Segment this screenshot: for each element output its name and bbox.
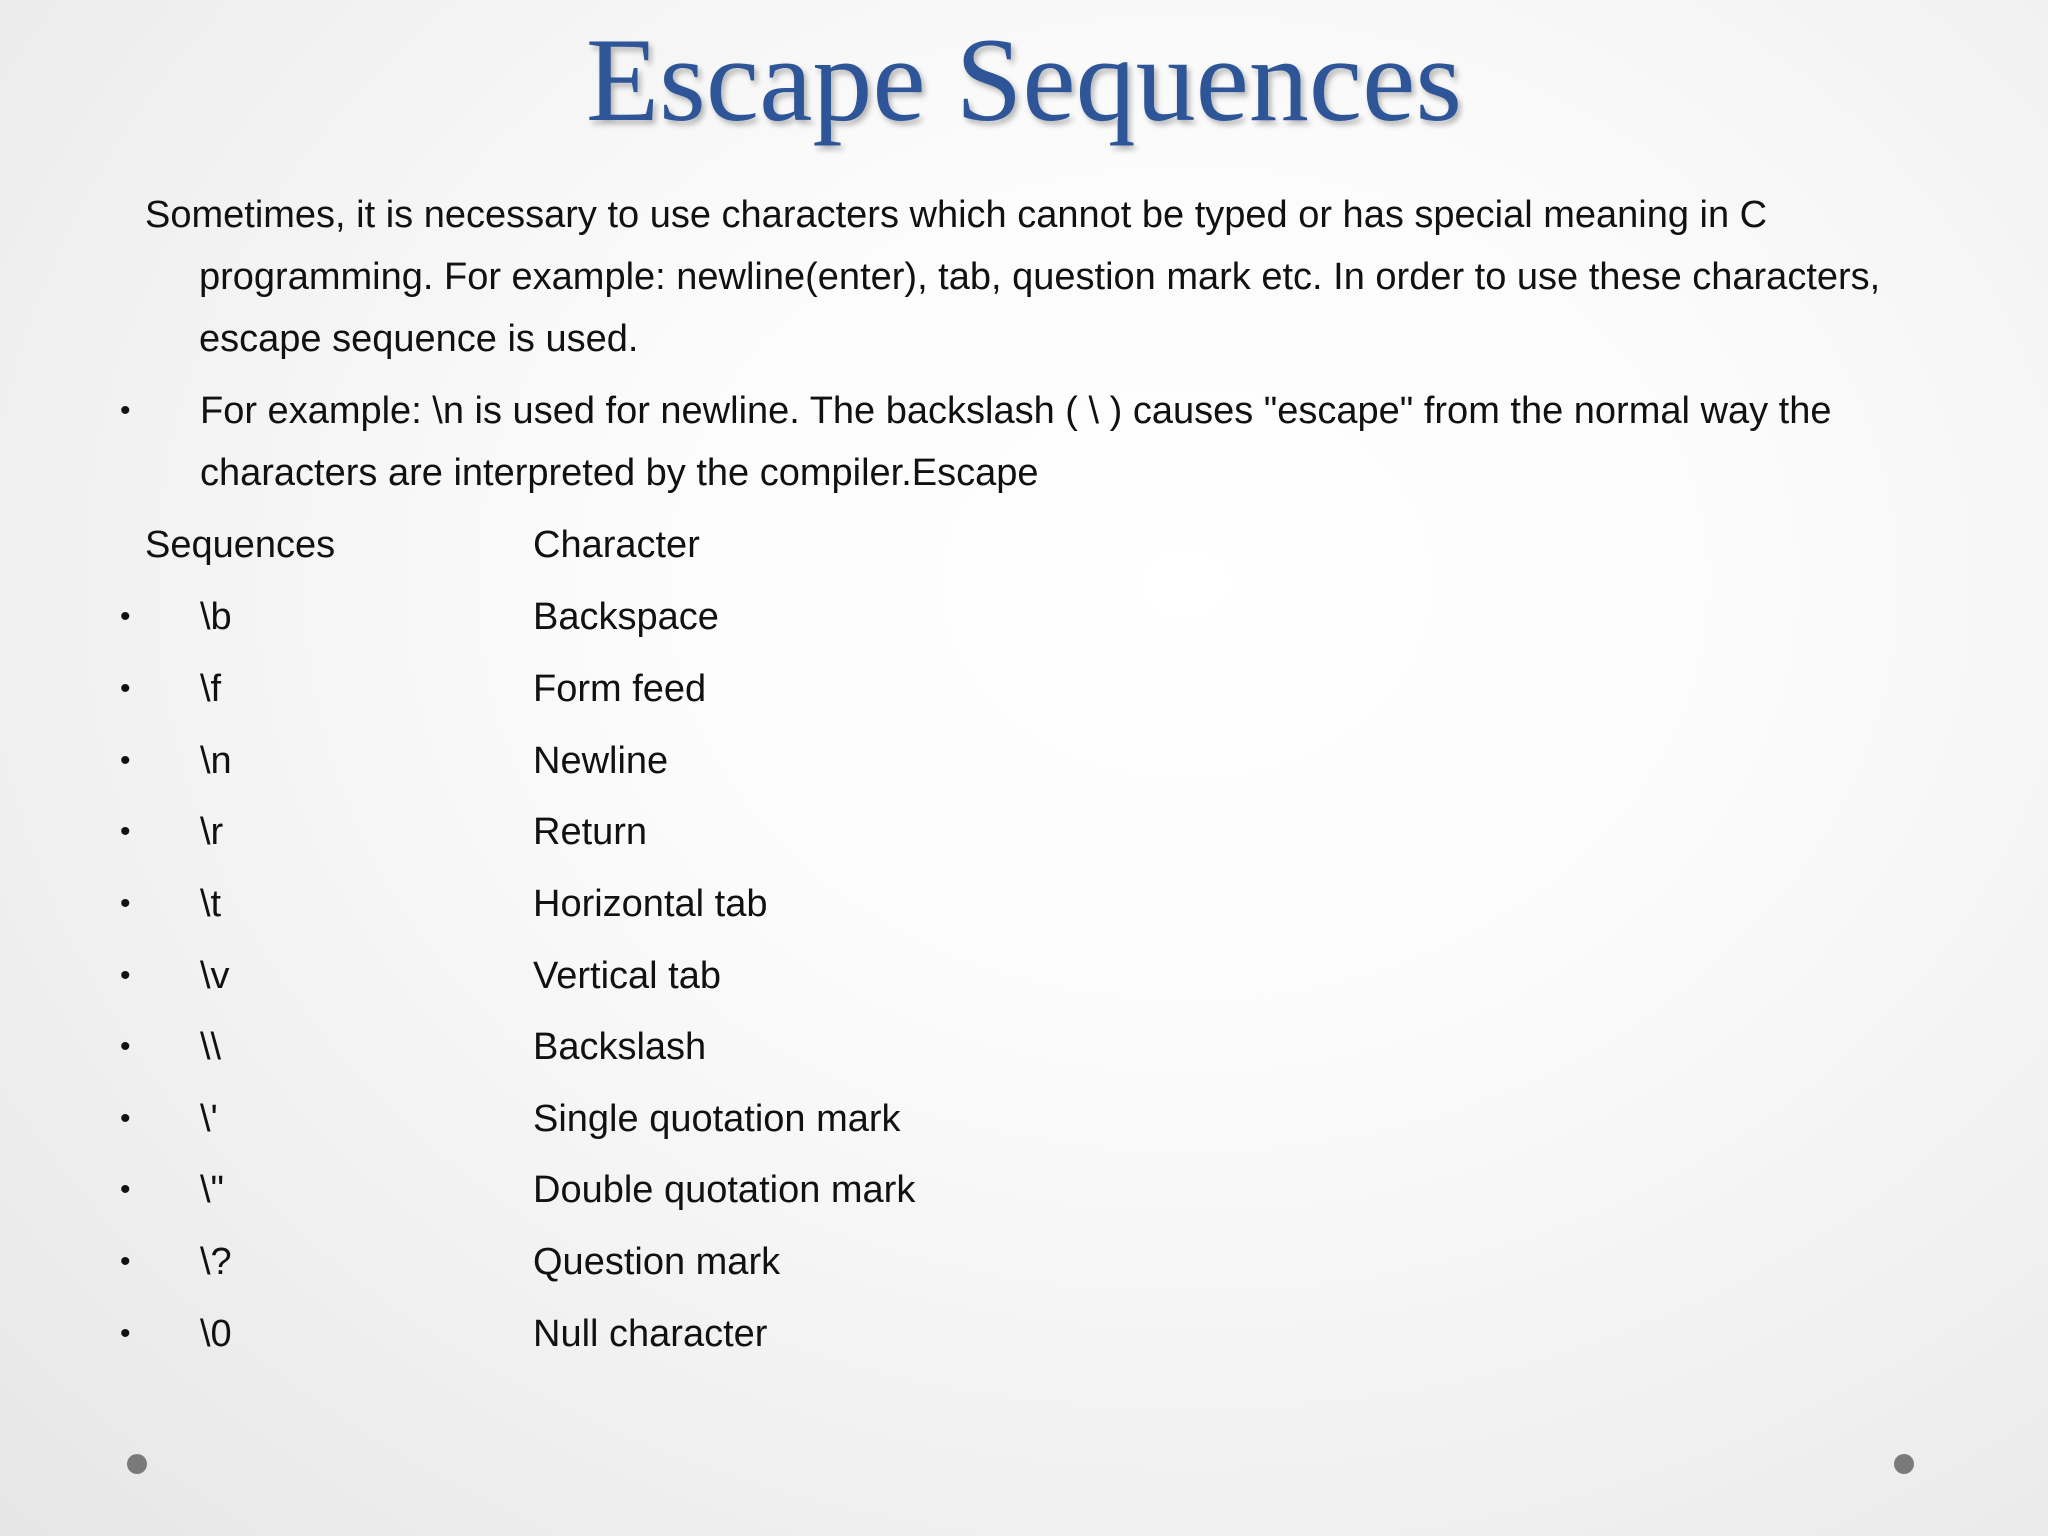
list-item: [0, 1304, 2048, 1364]
slide-title: Escape Sequences: [585, 13, 1463, 146]
corner-dot-left: [127, 1454, 147, 1474]
sequence-code: \\: [200, 1026, 222, 1068]
list-item: [0, 874, 2048, 934]
list-item: [0, 946, 2048, 1006]
sequence-code: \n: [200, 740, 232, 782]
list-item: [0, 1089, 2048, 1149]
bullet-icon: •: [120, 744, 131, 777]
bullet-icon: •: [120, 815, 131, 848]
bullet-icon: •: [120, 887, 131, 920]
character-name: Backspace: [533, 596, 719, 638]
corner-dot-right: [1894, 1454, 1914, 1474]
list-item: [0, 1160, 2048, 1220]
sequence-code: \': [200, 1098, 218, 1140]
character-name: Return: [533, 811, 648, 853]
header-character: Character: [533, 524, 700, 566]
bullet-icon: •: [120, 1245, 131, 1278]
character-name: Question mark: [533, 1241, 781, 1283]
character-name: Horizontal tab: [533, 883, 768, 925]
sequence-code: \": [200, 1169, 225, 1211]
character-name: Form feed: [533, 668, 707, 710]
sequence-code: \0: [200, 1313, 232, 1355]
bullet-icon: •: [120, 1030, 131, 1063]
sequence-code: \v: [200, 955, 230, 997]
sequence-code: \?: [200, 1241, 232, 1283]
character-name: Newline: [533, 740, 669, 782]
character-name: Null character: [533, 1313, 768, 1355]
sequence-code: \b: [200, 596, 232, 638]
character-name: Vertical tab: [533, 955, 721, 997]
header-sequences: Sequences: [145, 524, 336, 566]
bullet-icon: •: [120, 1317, 131, 1350]
character-name: Single quotation mark: [533, 1098, 901, 1140]
list-item: [0, 1232, 2048, 1292]
bullet-icon: •: [120, 394, 131, 427]
character-name: Double quotation mark: [533, 1169, 916, 1211]
intro-paragraph: Sometimes, it is necessary to use characters which cannot be typed or has special meaning in C programming. For example: newline(enter), tab, question mark etc. In order to use these characters, escape sequence is used.: [145, 194, 1881, 360]
sequence-code: \t: [200, 883, 222, 925]
list-item: [0, 1017, 2048, 1077]
list-item: [0, 802, 2048, 862]
bullet-paragraph: For example: \n is used for newline. The backslash ( \ ) causes "escape" from the normal way the characters are interpreted by the compiler.Escape: [200, 390, 1832, 494]
bullet-icon: •: [120, 600, 131, 633]
bullet-icon: •: [120, 672, 131, 705]
character-name: Backslash: [533, 1026, 707, 1068]
bullet-icon: •: [120, 1173, 131, 1206]
list-item: [0, 731, 2048, 791]
sequence-code: \r: [200, 811, 224, 853]
list-item: [0, 659, 2048, 719]
bullet-icon: •: [120, 959, 131, 992]
list-item: [0, 587, 2048, 647]
sequence-code: \f: [200, 668, 222, 710]
bullet-icon: •: [120, 1102, 131, 1135]
